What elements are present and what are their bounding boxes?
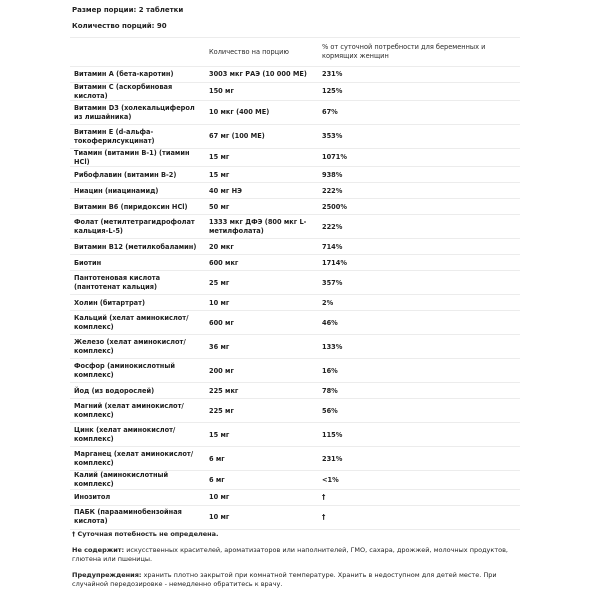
nutrient-name: Витамин B12 (метилкобаламин)	[70, 239, 205, 255]
table-row	[70, 199, 520, 215]
nutrient-daily-value: 125%	[318, 83, 520, 101]
table-row	[70, 423, 520, 447]
nutrient-daily-value: 2500%	[318, 199, 520, 215]
nutrient-daily-value: 16%	[318, 359, 520, 383]
table-row	[70, 359, 520, 383]
nutrient-daily-value: 353%	[318, 125, 520, 149]
header-daily-value: % от суточной потребности для беременных и кормящих женщин	[318, 38, 520, 67]
nutrient-amount: 40 мг НЭ	[205, 183, 318, 199]
nutrient-daily-value: 78%	[318, 383, 520, 399]
nutrient-amount: 600 мг	[205, 311, 318, 335]
nutrient-name: Инозитол	[70, 489, 205, 505]
header-amount: Количество на порцию	[205, 38, 318, 67]
nutrient-daily-value: 133%	[318, 335, 520, 359]
table-row	[70, 215, 520, 239]
nutrient-daily-value: 56%	[318, 399, 520, 423]
table-row	[70, 239, 520, 255]
nutrient-daily-value: 938%	[318, 167, 520, 183]
nutrient-amount: 25 мг	[205, 271, 318, 295]
warnings-text: хранить плотно закрытой при комнатной температуре. Хранить в недоступном для детей месте. При случайной передозировке - немедленно обратитесь к врачу.	[72, 571, 497, 588]
nutrient-name: Марганец (хелат аминокислот/комплекс)	[70, 447, 205, 471]
table-row	[70, 101, 520, 125]
table-row	[70, 271, 520, 295]
free-from-label: Не содержит:	[72, 546, 125, 554]
table-header-row	[70, 38, 520, 67]
nutrient-name: Ниацин (ниацинамид)	[70, 183, 205, 199]
nutrient-amount: 67 мг (100 МЕ)	[205, 125, 318, 149]
serving-size: Размер порции: 2 таблетки	[72, 6, 184, 14]
table-row	[70, 311, 520, 335]
table-row	[70, 399, 520, 423]
nutrient-name: Калий (аминокислотный комплекс)	[70, 471, 205, 489]
nutrient-amount: 15 мг	[205, 149, 318, 167]
table-row	[70, 447, 520, 471]
nutrient-amount: 50 мг	[205, 199, 318, 215]
table-row	[70, 67, 520, 83]
nutrient-name: Витамин C (аскорбиновая кислота)	[70, 83, 205, 101]
table-row	[70, 471, 520, 489]
nutrient-name: Витамин A (бета-каротин)	[70, 67, 205, 83]
table-row	[70, 383, 520, 399]
nutrient-name: Фолат (метилтетрагидрофолат кальция-L-5)	[70, 215, 205, 239]
nutrient-amount: 36 мг	[205, 335, 318, 359]
nutrient-daily-value: †	[318, 505, 520, 529]
nutrient-daily-value: 1714%	[318, 255, 520, 271]
nutrient-amount: 3003 мкг РАЭ (10 000 МЕ)	[205, 67, 318, 83]
nutrient-amount: 20 мкг	[205, 239, 318, 255]
table-row	[70, 149, 520, 167]
nutrient-amount: 10 мг	[205, 505, 318, 529]
nutrient-amount: 600 мкг	[205, 255, 318, 271]
free-from-note	[72, 546, 522, 564]
nutrient-daily-value: 115%	[318, 423, 520, 447]
table-row	[70, 83, 520, 101]
nutrient-name: Йод (из водорослей)	[70, 383, 205, 399]
nutrient-name: Витамин D3 (холекальциферол из лишайника)	[70, 101, 205, 125]
nutrient-daily-value: 231%	[318, 67, 520, 83]
warnings-label: Предупреждения:	[72, 571, 142, 579]
nutrient-amount: 10 мг	[205, 295, 318, 311]
nutrient-daily-value: <1%	[318, 471, 520, 489]
table-row	[70, 335, 520, 359]
nutrient-amount: 6 мг	[205, 447, 318, 471]
nutrient-amount: 200 мг	[205, 359, 318, 383]
table-row	[70, 295, 520, 311]
nutrient-daily-value: 357%	[318, 271, 520, 295]
table-row	[70, 505, 520, 529]
nutrient-name: Цинк (хелат аминокислот/комплекс)	[70, 423, 205, 447]
nutrient-name: Холин (битартрат)	[70, 295, 205, 311]
nutrient-amount: 15 мг	[205, 423, 318, 447]
nutrient-name: Витамин E (d-альфа-токоферилсукцинат)	[70, 125, 205, 149]
header-nutrient	[70, 38, 205, 67]
nutrient-name: Кальций (хелат аминокислот/комплекс)	[70, 311, 205, 335]
nutrient-amount: 10 мг	[205, 489, 318, 505]
table-row	[70, 125, 520, 149]
nutrient-amount: 225 мкг	[205, 383, 318, 399]
free-from-text: искусственных красителей, ароматизаторов или наполнителей, ГМО, сахара, дрожжей, молочных продуктов, глютена или пшеницы.	[72, 546, 508, 563]
warnings-note	[72, 571, 522, 589]
table-body	[70, 67, 520, 530]
nutrient-daily-value: †	[318, 489, 520, 505]
nutrient-name: Рибофлавин (витамин B-2)	[70, 167, 205, 183]
nutrient-amount: 15 мг	[205, 167, 318, 183]
table-row	[70, 183, 520, 199]
nutrient-daily-value: 714%	[318, 239, 520, 255]
nutrient-daily-value: 222%	[318, 215, 520, 239]
nutrient-name: Пантотеновая кислота (пантотенат кальция)	[70, 271, 205, 295]
nutrient-daily-value: 222%	[318, 183, 520, 199]
nutrient-name: Витамин B6 (пиридоксин HCl)	[70, 199, 205, 215]
nutrient-daily-value: 67%	[318, 101, 520, 125]
nutrient-name: Тиамин (витамин B-1) (тиамин HCl)	[70, 149, 205, 167]
nutrient-name: Биотин	[70, 255, 205, 271]
servings-count: Количество порций: 90	[72, 22, 167, 30]
table-row	[70, 167, 520, 183]
table-row	[70, 255, 520, 271]
nutrient-amount: 10 мкг (400 МЕ)	[205, 101, 318, 125]
table-row	[70, 489, 520, 505]
nutrient-name: Фосфор (аминокислотный комплекс)	[70, 359, 205, 383]
nutrient-amount: 225 мг	[205, 399, 318, 423]
nutrient-amount: 1333 мкг ДФЭ (800 мкг L-метилфолата)	[205, 215, 318, 239]
nutrient-daily-value: 46%	[318, 311, 520, 335]
nutrient-amount: 150 мг	[205, 83, 318, 101]
nutrient-name: ПАБК (парааминобензойная кислота)	[70, 505, 205, 529]
nutrient-daily-value: 2%	[318, 295, 520, 311]
dagger-note: † Суточная потебность не определена.	[72, 530, 219, 538]
nutrient-name: Магний (хелат аминокислот/комплекс)	[70, 399, 205, 423]
nutrition-table	[70, 37, 520, 530]
nutrient-daily-value: 1071%	[318, 149, 520, 167]
nutrient-name: Железо (хелат аминокислот/комплекс)	[70, 335, 205, 359]
nutrient-amount: 6 мг	[205, 471, 318, 489]
footnotes	[72, 530, 522, 596]
nutrient-daily-value: 231%	[318, 447, 520, 471]
